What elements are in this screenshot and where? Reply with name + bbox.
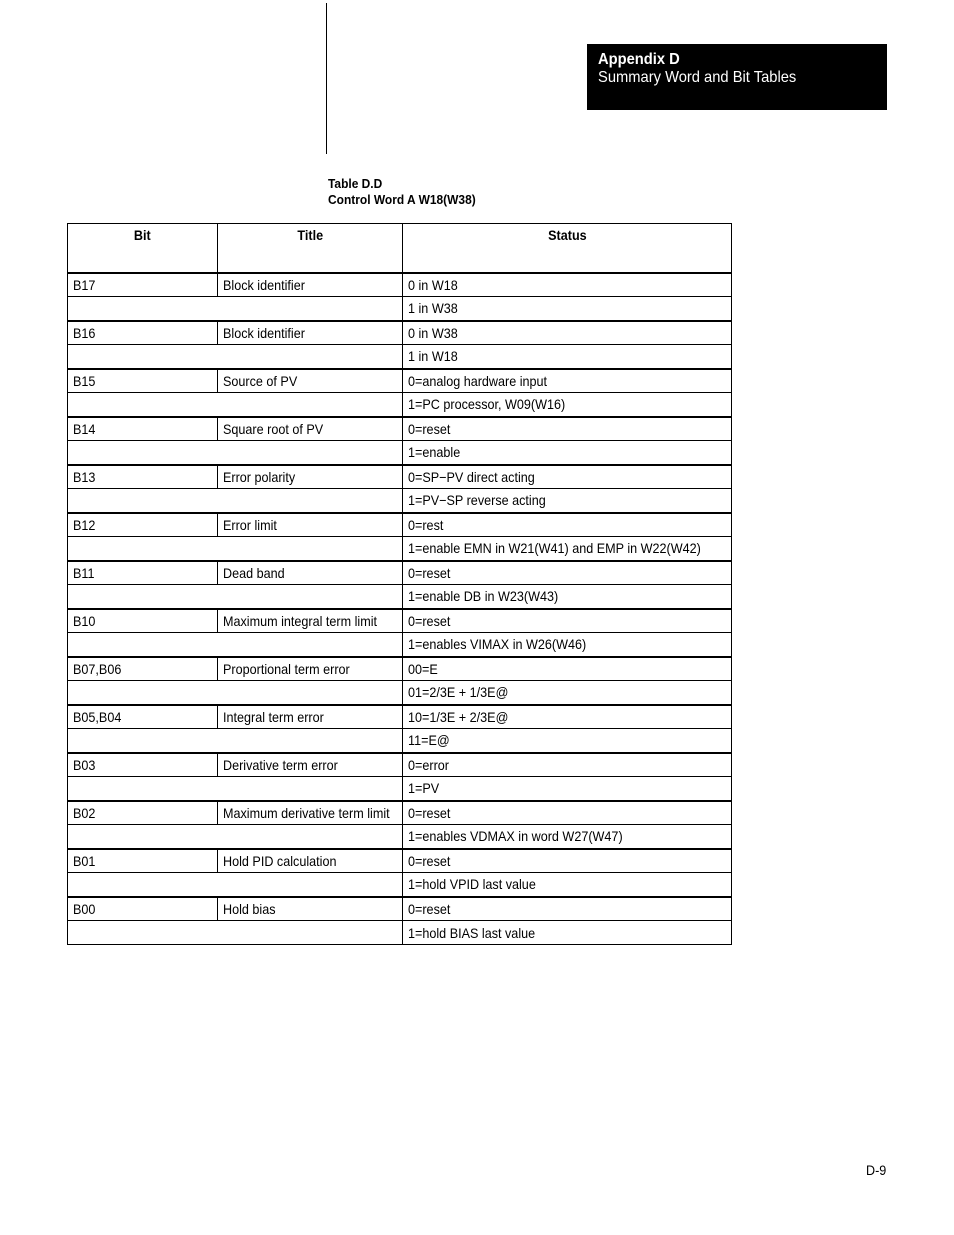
table-row: [68, 321, 732, 345]
title-cell: Block identifier: [218, 273, 403, 297]
table-row: [68, 657, 732, 681]
bit-cell: B00: [68, 897, 218, 921]
status-cell: 00=E: [403, 657, 732, 681]
table-row-continuation: [68, 681, 732, 705]
column-header-status: Status: [403, 224, 732, 273]
appendix-header: [587, 44, 887, 110]
bit-cell: B05,B04: [68, 705, 218, 729]
empty-cell: [68, 441, 403, 465]
empty-cell: [68, 489, 403, 513]
control-word-table: [67, 223, 732, 945]
bit-cell: B17: [68, 273, 218, 297]
empty-cell: [68, 873, 403, 897]
title-cell: Proportional term error: [218, 657, 403, 681]
bit-cell: B15: [68, 369, 218, 393]
status-cell: 1=PV: [403, 777, 732, 801]
table-row-continuation: [68, 777, 732, 801]
table-row-continuation: [68, 585, 732, 609]
status-cell: 0=error: [403, 753, 732, 777]
empty-cell: [68, 681, 403, 705]
bit-cell: B16: [68, 321, 218, 345]
page-number: D-9: [866, 1162, 887, 1178]
table-row: [68, 273, 732, 297]
status-cell: 1=enable EMN in W21(W41) and EMP in W22(W42): [403, 537, 732, 561]
table-row: [68, 753, 732, 777]
status-cell: 0 in W18: [403, 273, 732, 297]
status-cell: 1=enable DB in W23(W43): [403, 585, 732, 609]
table-row: [68, 369, 732, 393]
table-row-continuation: [68, 537, 732, 561]
table-row: [68, 609, 732, 633]
table-header-row: [68, 224, 732, 273]
status-cell: 0 in W38: [403, 321, 732, 345]
table-row: [68, 417, 732, 441]
table-number: Table D.D: [328, 176, 383, 191]
empty-cell: [68, 921, 403, 945]
status-cell: 0=SP−PV direct acting: [403, 465, 732, 489]
status-cell: 1=hold VPID last value: [403, 873, 732, 897]
column-header-title: Title: [218, 224, 403, 273]
table-caption: [328, 176, 476, 208]
empty-cell: [68, 297, 403, 321]
status-cell: 1 in W38: [403, 297, 732, 321]
table-row-continuation: [68, 873, 732, 897]
empty-cell: [68, 537, 403, 561]
table-row-continuation: [68, 825, 732, 849]
table-row: [68, 705, 732, 729]
table-row: [68, 513, 732, 537]
empty-cell: [68, 633, 403, 657]
status-cell: 0=reset: [403, 849, 732, 873]
table-row-continuation: [68, 441, 732, 465]
bit-cell: B13: [68, 465, 218, 489]
appendix-subtitle: Summary Word and Bit Tables: [598, 69, 797, 86]
title-cell: Source of PV: [218, 369, 403, 393]
bit-cell: B03: [68, 753, 218, 777]
table-row-continuation: [68, 921, 732, 945]
empty-cell: [68, 345, 403, 369]
status-cell: 0=rest: [403, 513, 732, 537]
status-cell: 0=reset: [403, 609, 732, 633]
empty-cell: [68, 825, 403, 849]
status-cell: 1=PC processor, W09(W16): [403, 393, 732, 417]
table-title: Control Word A W18(W38): [328, 192, 476, 207]
empty-cell: [68, 393, 403, 417]
table-row: [68, 801, 732, 825]
status-cell: 11=E@: [403, 729, 732, 753]
title-cell: Error polarity: [218, 465, 403, 489]
margin-rule: [326, 3, 327, 154]
title-cell: Dead band: [218, 561, 403, 585]
title-cell: Maximum integral term limit: [218, 609, 403, 633]
table-row: [68, 465, 732, 489]
status-cell: 0=analog hardware input: [403, 369, 732, 393]
bit-cell: B02: [68, 801, 218, 825]
bit-cell: B10: [68, 609, 218, 633]
status-cell: 0=reset: [403, 897, 732, 921]
bit-cell: B11: [68, 561, 218, 585]
title-cell: Square root of PV: [218, 417, 403, 441]
table-body: [68, 273, 732, 945]
title-cell: Hold bias: [218, 897, 403, 921]
table-row: [68, 897, 732, 921]
table-row-continuation: [68, 489, 732, 513]
table-row-continuation: [68, 297, 732, 321]
status-cell: 1=hold BIAS last value: [403, 921, 732, 945]
title-cell: Derivative term error: [218, 753, 403, 777]
appendix-title: Appendix D: [598, 51, 680, 68]
empty-cell: [68, 729, 403, 753]
empty-cell: [68, 777, 403, 801]
table-row: [68, 849, 732, 873]
status-cell: 1=enables VIMAX in W26(W46): [403, 633, 732, 657]
bit-cell: B14: [68, 417, 218, 441]
status-cell: 0=reset: [403, 801, 732, 825]
status-cell: 10=1/3E + 2/3E@: [403, 705, 732, 729]
status-cell: 1=enables VDMAX in word W27(W47): [403, 825, 732, 849]
table-row-continuation: [68, 345, 732, 369]
title-cell: Maximum derivative term limit: [218, 801, 403, 825]
title-cell: Hold PID calculation: [218, 849, 403, 873]
empty-cell: [68, 585, 403, 609]
title-cell: Error limit: [218, 513, 403, 537]
status-cell: 1=enable: [403, 441, 732, 465]
status-cell: 01=2/3E + 1/3E@: [403, 681, 732, 705]
status-cell: 0=reset: [403, 561, 732, 585]
bit-cell: B12: [68, 513, 218, 537]
bit-cell: B07,B06: [68, 657, 218, 681]
table-row-continuation: [68, 633, 732, 657]
bit-cell: B01: [68, 849, 218, 873]
column-header-bit: Bit: [68, 224, 218, 273]
table-row-continuation: [68, 393, 732, 417]
status-cell: 1=PV−SP reverse acting: [403, 489, 732, 513]
status-cell: 1 in W18: [403, 345, 732, 369]
table-row-continuation: [68, 729, 732, 753]
status-cell: 0=reset: [403, 417, 732, 441]
title-cell: Block identifier: [218, 321, 403, 345]
title-cell: Integral term error: [218, 705, 403, 729]
table-row: [68, 561, 732, 585]
